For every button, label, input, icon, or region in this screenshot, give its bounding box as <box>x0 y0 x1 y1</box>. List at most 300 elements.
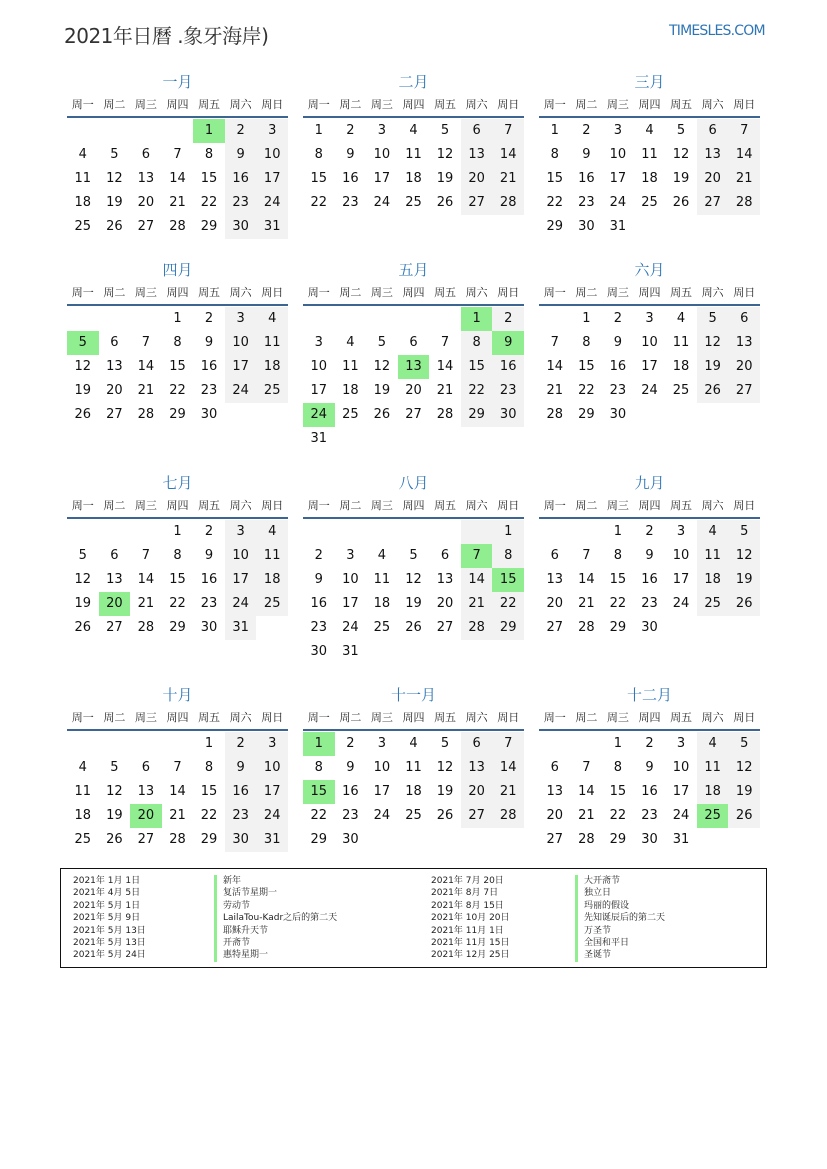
day-cell[interactable]: 26 <box>74 407 92 422</box>
day-cell[interactable]: 15 <box>609 784 627 799</box>
day-cell[interactable]: 18 <box>697 568 729 592</box>
day-cell[interactable]: 10 <box>310 359 328 374</box>
day-cell[interactable]: 25 <box>697 804 729 828</box>
day-cell[interactable]: 2 <box>645 736 654 751</box>
day-cell[interactable]: 1 <box>173 311 182 326</box>
day-cell[interactable]: 2 <box>346 736 355 751</box>
day-cell[interactable]: 6 <box>728 307 760 331</box>
day-cell[interactable]: 21 <box>492 167 524 191</box>
day-cell[interactable]: 26 <box>74 620 92 635</box>
day-cell[interactable]: 23 <box>342 808 359 823</box>
day-cell[interactable]: 28 <box>492 804 524 828</box>
day-cell[interactable]: 10 <box>641 335 658 350</box>
day-cell[interactable]: 14 <box>546 359 564 374</box>
day-cell[interactable]: 21 <box>461 592 493 616</box>
day-cell[interactable]: 18 <box>342 383 359 398</box>
day-cell[interactable]: 25 <box>672 383 690 398</box>
day-cell[interactable]: 28 <box>728 191 760 215</box>
day-cell[interactable]: 26 <box>697 379 729 403</box>
day-cell[interactable]: 6 <box>110 548 119 563</box>
day-cell[interactable]: 15 <box>303 780 335 804</box>
day-cell[interactable]: 1 <box>314 123 323 138</box>
day-cell[interactable]: 26 <box>728 804 760 828</box>
day-cell[interactable]: 24 <box>373 195 391 210</box>
day-cell[interactable]: 2 <box>613 311 623 326</box>
day-cell[interactable]: 12 <box>106 784 123 799</box>
day-cell[interactable]: 15 <box>169 359 186 374</box>
day-cell[interactable]: 24 <box>256 804 288 828</box>
day-cell[interactable]: 27 <box>697 191 729 215</box>
day-cell[interactable]: 10 <box>672 548 690 563</box>
day-cell[interactable]: 3 <box>377 123 387 138</box>
day-cell[interactable]: 25 <box>74 832 92 847</box>
day-cell[interactable]: 5 <box>78 548 87 563</box>
day-cell[interactable]: 18 <box>405 171 422 186</box>
day-cell[interactable]: 4 <box>409 736 418 751</box>
day-cell[interactable]: 1 <box>550 123 559 138</box>
day-cell[interactable]: 14 <box>436 359 454 374</box>
day-cell[interactable]: 4 <box>409 123 418 138</box>
day-cell[interactable]: 13 <box>546 784 564 799</box>
day-cell[interactable]: 5 <box>676 123 686 138</box>
day-cell[interactable]: 2 <box>225 119 257 143</box>
day-cell[interactable]: 15 <box>200 784 218 799</box>
day-cell[interactable]: 20 <box>99 592 131 616</box>
day-cell[interactable]: 25 <box>74 219 92 234</box>
day-cell[interactable]: 16 <box>641 784 658 799</box>
day-cell[interactable]: 29 <box>200 832 218 847</box>
day-cell[interactable]: 14 <box>461 568 493 592</box>
day-cell[interactable]: 13 <box>137 171 155 186</box>
day-cell[interactable]: 28 <box>578 620 595 635</box>
day-cell[interactable]: 26 <box>436 195 454 210</box>
day-cell[interactable]: 21 <box>436 383 454 398</box>
day-cell[interactable]: 17 <box>225 355 257 379</box>
day-cell[interactable]: 11 <box>74 171 92 186</box>
day-cell[interactable]: 12 <box>728 756 760 780</box>
day-cell[interactable]: 15 <box>169 572 186 587</box>
day-cell[interactable]: 30 <box>578 219 595 234</box>
day-cell[interactable]: 10 <box>373 147 391 162</box>
day-cell[interactable]: 1 <box>461 307 493 331</box>
day-cell[interactable]: 15 <box>546 171 564 186</box>
day-cell[interactable]: 2 <box>314 548 323 563</box>
day-cell[interactable]: 5 <box>377 335 387 350</box>
day-cell[interactable]: 23 <box>342 195 359 210</box>
day-cell[interactable]: 3 <box>314 335 323 350</box>
day-cell[interactable]: 1 <box>173 524 182 539</box>
day-cell[interactable]: 30 <box>200 407 218 422</box>
day-cell[interactable]: 17 <box>672 572 690 587</box>
day-cell[interactable]: 28 <box>137 620 155 635</box>
day-cell[interactable]: 9 <box>346 760 355 775</box>
day-cell[interactable]: 22 <box>609 596 627 611</box>
day-cell[interactable]: 14 <box>169 171 186 186</box>
day-cell[interactable]: 24 <box>256 191 288 215</box>
day-cell[interactable]: 11 <box>256 331 288 355</box>
day-cell[interactable]: 17 <box>373 784 391 799</box>
day-cell[interactable]: 28 <box>461 616 493 640</box>
day-cell[interactable]: 8 <box>492 544 524 568</box>
day-cell[interactable]: 12 <box>106 171 123 186</box>
day-cell[interactable]: 11 <box>672 335 690 350</box>
day-cell[interactable]: 25 <box>405 808 422 823</box>
day-cell[interactable]: 23 <box>609 383 627 398</box>
day-cell[interactable]: 18 <box>697 780 729 804</box>
day-cell[interactable]: 16 <box>310 596 328 611</box>
day-cell[interactable]: 1 <box>204 736 214 751</box>
day-cell[interactable]: 11 <box>256 544 288 568</box>
day-cell[interactable]: 4 <box>645 123 654 138</box>
day-cell[interactable]: 20 <box>461 167 493 191</box>
day-cell[interactable]: 26 <box>373 407 391 422</box>
day-cell[interactable]: 13 <box>461 756 493 780</box>
day-cell[interactable]: 27 <box>436 620 454 635</box>
day-cell[interactable]: 17 <box>609 171 627 186</box>
day-cell[interactable]: 9 <box>204 548 214 563</box>
day-cell[interactable]: 31 <box>225 616 257 640</box>
day-cell[interactable]: 24 <box>672 596 690 611</box>
day-cell[interactable]: 20 <box>405 383 422 398</box>
day-cell[interactable]: 8 <box>613 760 623 775</box>
day-cell[interactable]: 2 <box>645 524 654 539</box>
day-cell[interactable]: 31 <box>256 215 288 239</box>
day-cell[interactable]: 29 <box>578 407 595 422</box>
day-cell[interactable]: 19 <box>106 195 123 210</box>
day-cell[interactable]: 19 <box>436 171 454 186</box>
day-cell[interactable]: 18 <box>405 784 422 799</box>
day-cell[interactable]: 29 <box>461 403 493 427</box>
day-cell[interactable]: 29 <box>609 620 627 635</box>
day-cell[interactable]: 17 <box>225 568 257 592</box>
day-cell[interactable]: 4 <box>377 548 387 563</box>
day-cell[interactable]: 13 <box>728 331 760 355</box>
day-cell[interactable]: 8 <box>314 760 323 775</box>
day-cell[interactable]: 28 <box>169 832 186 847</box>
day-cell[interactable]: 30 <box>225 828 257 852</box>
day-cell[interactable]: 27 <box>137 219 155 234</box>
day-cell[interactable]: 11 <box>373 572 391 587</box>
day-cell[interactable]: 29 <box>546 219 564 234</box>
day-cell[interactable]: 5 <box>728 732 760 756</box>
day-cell[interactable]: 8 <box>582 335 591 350</box>
day-cell[interactable]: 23 <box>641 808 658 823</box>
day-cell[interactable]: 30 <box>609 407 627 422</box>
day-cell[interactable]: 22 <box>461 379 493 403</box>
day-cell[interactable]: 22 <box>200 808 218 823</box>
day-cell[interactable]: 20 <box>546 808 564 823</box>
day-cell[interactable]: 7 <box>461 544 493 568</box>
day-cell[interactable]: 7 <box>440 335 450 350</box>
day-cell[interactable]: 3 <box>225 520 257 544</box>
day-cell[interactable]: 6 <box>440 548 450 563</box>
day-cell[interactable]: 1 <box>303 732 335 756</box>
day-cell[interactable]: 12 <box>436 147 454 162</box>
day-cell[interactable]: 24 <box>303 403 335 427</box>
day-cell[interactable]: 24 <box>373 808 391 823</box>
day-cell[interactable]: 21 <box>728 167 760 191</box>
day-cell[interactable]: 11 <box>405 147 422 162</box>
day-cell[interactable]: 28 <box>137 407 155 422</box>
day-cell[interactable]: 27 <box>546 832 564 847</box>
day-cell[interactable]: 16 <box>492 355 524 379</box>
day-cell[interactable]: 23 <box>492 379 524 403</box>
day-cell[interactable]: 15 <box>310 171 328 186</box>
day-cell[interactable]: 17 <box>342 596 359 611</box>
day-cell[interactable]: 2 <box>492 307 524 331</box>
day-cell[interactable]: 8 <box>461 331 493 355</box>
day-cell[interactable]: 21 <box>578 596 595 611</box>
day-cell[interactable]: 17 <box>373 171 391 186</box>
day-cell[interactable]: 12 <box>728 544 760 568</box>
day-cell[interactable]: 23 <box>310 620 328 635</box>
day-cell[interactable]: 24 <box>342 620 359 635</box>
day-cell[interactable]: 27 <box>546 620 564 635</box>
day-cell[interactable]: 26 <box>672 195 690 210</box>
day-cell[interactable]: 12 <box>74 572 92 587</box>
day-cell[interactable]: 7 <box>492 732 524 756</box>
day-cell[interactable]: 5 <box>409 548 418 563</box>
day-cell[interactable]: 22 <box>169 596 186 611</box>
day-cell[interactable]: 27 <box>461 804 493 828</box>
day-cell[interactable]: 16 <box>641 572 658 587</box>
day-cell[interactable]: 20 <box>728 355 760 379</box>
day-cell[interactable]: 26 <box>106 832 123 847</box>
day-cell[interactable]: 3 <box>613 123 623 138</box>
day-cell[interactable]: 3 <box>256 732 288 756</box>
day-cell[interactable]: 21 <box>546 383 564 398</box>
day-cell[interactable]: 7 <box>173 147 182 162</box>
day-cell[interactable]: 27 <box>461 191 493 215</box>
day-cell[interactable]: 16 <box>342 171 359 186</box>
day-cell[interactable]: 12 <box>405 572 422 587</box>
day-cell[interactable]: 14 <box>137 359 155 374</box>
day-cell[interactable]: 7 <box>728 119 760 143</box>
day-cell[interactable]: 3 <box>645 311 654 326</box>
day-cell[interactable]: 11 <box>342 359 359 374</box>
day-cell[interactable]: 31 <box>672 832 690 847</box>
day-cell[interactable]: 22 <box>310 195 328 210</box>
day-cell[interactable]: 16 <box>200 572 218 587</box>
day-cell[interactable]: 30 <box>200 620 218 635</box>
day-cell[interactable]: 9 <box>346 147 355 162</box>
day-cell[interactable]: 17 <box>641 359 658 374</box>
day-cell[interactable]: 31 <box>342 644 359 659</box>
day-cell[interactable]: 17 <box>256 780 288 804</box>
day-cell[interactable]: 5 <box>697 307 729 331</box>
day-cell[interactable]: 19 <box>373 383 391 398</box>
day-cell[interactable]: 6 <box>141 147 151 162</box>
day-cell[interactable]: 27 <box>405 407 422 422</box>
day-cell[interactable]: 25 <box>697 592 729 616</box>
day-cell[interactable]: 5 <box>440 736 450 751</box>
day-cell[interactable]: 9 <box>204 335 214 350</box>
day-cell[interactable]: 10 <box>672 760 690 775</box>
day-cell[interactable]: 3 <box>346 548 355 563</box>
day-cell[interactable]: 1 <box>193 119 225 143</box>
day-cell[interactable]: 20 <box>436 596 454 611</box>
day-cell[interactable]: 21 <box>492 780 524 804</box>
day-cell[interactable]: 25 <box>256 592 288 616</box>
day-cell[interactable]: 20 <box>137 195 155 210</box>
day-cell[interactable]: 14 <box>578 784 595 799</box>
day-cell[interactable]: 27 <box>106 620 123 635</box>
day-cell[interactable]: 31 <box>310 431 328 446</box>
day-cell[interactable]: 9 <box>314 572 323 587</box>
day-cell[interactable]: 18 <box>373 596 391 611</box>
day-cell[interactable]: 22 <box>546 195 564 210</box>
day-cell[interactable]: 14 <box>728 143 760 167</box>
day-cell[interactable]: 19 <box>436 784 454 799</box>
day-cell[interactable]: 19 <box>405 596 422 611</box>
day-cell[interactable]: 12 <box>672 147 690 162</box>
day-cell[interactable]: 11 <box>697 544 729 568</box>
day-cell[interactable]: 29 <box>310 832 328 847</box>
day-cell[interactable]: 19 <box>74 383 92 398</box>
day-cell[interactable]: 24 <box>225 592 257 616</box>
day-cell[interactable]: 13 <box>137 784 155 799</box>
day-cell[interactable]: 31 <box>609 219 627 234</box>
day-cell[interactable]: 26 <box>728 592 760 616</box>
day-cell[interactable]: 21 <box>137 383 155 398</box>
day-cell[interactable]: 4 <box>676 311 686 326</box>
day-cell[interactable]: 26 <box>106 219 123 234</box>
day-cell[interactable]: 10 <box>609 147 627 162</box>
day-cell[interactable]: 30 <box>492 403 524 427</box>
day-cell[interactable]: 16 <box>342 784 359 799</box>
day-cell[interactable]: 5 <box>67 331 99 355</box>
day-cell[interactable]: 14 <box>137 572 155 587</box>
day-cell[interactable]: 30 <box>310 644 328 659</box>
day-cell[interactable]: 2 <box>582 123 591 138</box>
day-cell[interactable]: 28 <box>578 832 595 847</box>
day-cell[interactable]: 6 <box>461 119 493 143</box>
day-cell[interactable]: 4 <box>697 520 729 544</box>
day-cell[interactable]: 20 <box>106 383 123 398</box>
day-cell[interactable]: 23 <box>641 596 658 611</box>
day-cell[interactable]: 25 <box>256 379 288 403</box>
day-cell[interactable]: 20 <box>130 804 162 828</box>
day-cell[interactable]: 12 <box>436 760 454 775</box>
day-cell[interactable]: 5 <box>110 147 119 162</box>
day-cell[interactable]: 4 <box>78 760 87 775</box>
day-cell[interactable]: 8 <box>173 548 182 563</box>
day-cell[interactable]: 6 <box>461 732 493 756</box>
day-cell[interactable]: 19 <box>697 355 729 379</box>
day-cell[interactable]: 16 <box>578 171 595 186</box>
day-cell[interactable]: 10 <box>342 572 359 587</box>
day-cell[interactable]: 19 <box>74 596 92 611</box>
day-cell[interactable]: 8 <box>204 147 214 162</box>
day-cell[interactable]: 30 <box>225 215 257 239</box>
day-cell[interactable]: 17 <box>672 784 690 799</box>
day-cell[interactable]: 27 <box>106 407 123 422</box>
day-cell[interactable]: 7 <box>582 548 591 563</box>
day-cell[interactable]: 11 <box>641 147 658 162</box>
day-cell[interactable]: 3 <box>676 524 686 539</box>
day-cell[interactable]: 12 <box>373 359 391 374</box>
day-cell[interactable]: 6 <box>409 335 418 350</box>
day-cell[interactable]: 4 <box>346 335 355 350</box>
day-cell[interactable]: 18 <box>256 355 288 379</box>
day-cell[interactable]: 6 <box>141 760 151 775</box>
day-cell[interactable]: 20 <box>697 167 729 191</box>
day-cell[interactable]: 19 <box>106 808 123 823</box>
day-cell[interactable]: 4 <box>78 147 87 162</box>
day-cell[interactable]: 18 <box>74 808 92 823</box>
day-cell[interactable]: 29 <box>609 832 627 847</box>
day-cell[interactable]: 17 <box>310 383 328 398</box>
day-cell[interactable]: 6 <box>697 119 729 143</box>
day-cell[interactable]: 12 <box>74 359 92 374</box>
day-cell[interactable]: 23 <box>225 804 257 828</box>
day-cell[interactable]: 24 <box>641 383 658 398</box>
day-cell[interactable]: 7 <box>173 760 182 775</box>
day-cell[interactable]: 1 <box>613 736 623 751</box>
day-cell[interactable]: 29 <box>169 407 186 422</box>
day-cell[interactable]: 6 <box>110 335 119 350</box>
day-cell[interactable]: 3 <box>676 736 686 751</box>
day-cell[interactable]: 19 <box>672 171 690 186</box>
day-cell[interactable]: 22 <box>609 808 627 823</box>
day-cell[interactable]: 5 <box>110 760 119 775</box>
day-cell[interactable]: 20 <box>461 780 493 804</box>
day-cell[interactable]: 17 <box>256 167 288 191</box>
day-cell[interactable]: 29 <box>492 616 524 640</box>
day-cell[interactable]: 18 <box>256 568 288 592</box>
day-cell[interactable]: 23 <box>225 191 257 215</box>
day-cell[interactable]: 29 <box>169 620 186 635</box>
day-cell[interactable]: 28 <box>436 407 454 422</box>
day-cell[interactable]: 26 <box>436 808 454 823</box>
day-cell[interactable]: 1 <box>582 311 591 326</box>
day-cell[interactable]: 7 <box>550 335 559 350</box>
day-cell[interactable]: 15 <box>461 355 493 379</box>
day-cell[interactable]: 13 <box>546 572 564 587</box>
day-cell[interactable]: 10 <box>373 760 391 775</box>
day-cell[interactable]: 9 <box>492 331 524 355</box>
day-cell[interactable]: 27 <box>137 832 155 847</box>
day-cell[interactable]: 1 <box>613 524 623 539</box>
day-cell[interactable]: 13 <box>461 143 493 167</box>
day-cell[interactable]: 25 <box>405 195 422 210</box>
day-cell[interactable]: 18 <box>74 195 92 210</box>
day-cell[interactable]: 24 <box>225 379 257 403</box>
day-cell[interactable]: 11 <box>74 784 92 799</box>
day-cell[interactable]: 10 <box>225 544 257 568</box>
day-cell[interactable]: 2 <box>225 732 257 756</box>
day-cell[interactable]: 9 <box>225 143 257 167</box>
day-cell[interactable]: 16 <box>225 167 257 191</box>
day-cell[interactable]: 8 <box>173 335 182 350</box>
day-cell[interactable]: 13 <box>398 355 430 379</box>
day-cell[interactable]: 9 <box>582 147 591 162</box>
day-cell[interactable]: 23 <box>200 596 218 611</box>
day-cell[interactable]: 9 <box>645 760 654 775</box>
day-cell[interactable]: 10 <box>256 756 288 780</box>
day-cell[interactable]: 8 <box>550 147 559 162</box>
day-cell[interactable]: 18 <box>672 359 690 374</box>
day-cell[interactable]: 18 <box>641 171 658 186</box>
day-cell[interactable]: 11 <box>405 760 422 775</box>
day-cell[interactable]: 2 <box>204 311 214 326</box>
day-cell[interactable]: 19 <box>728 568 760 592</box>
day-cell[interactable]: 22 <box>578 383 595 398</box>
day-cell[interactable]: 14 <box>169 784 186 799</box>
day-cell[interactable]: 28 <box>169 219 186 234</box>
day-cell[interactable]: 9 <box>225 756 257 780</box>
day-cell[interactable]: 8 <box>613 548 623 563</box>
